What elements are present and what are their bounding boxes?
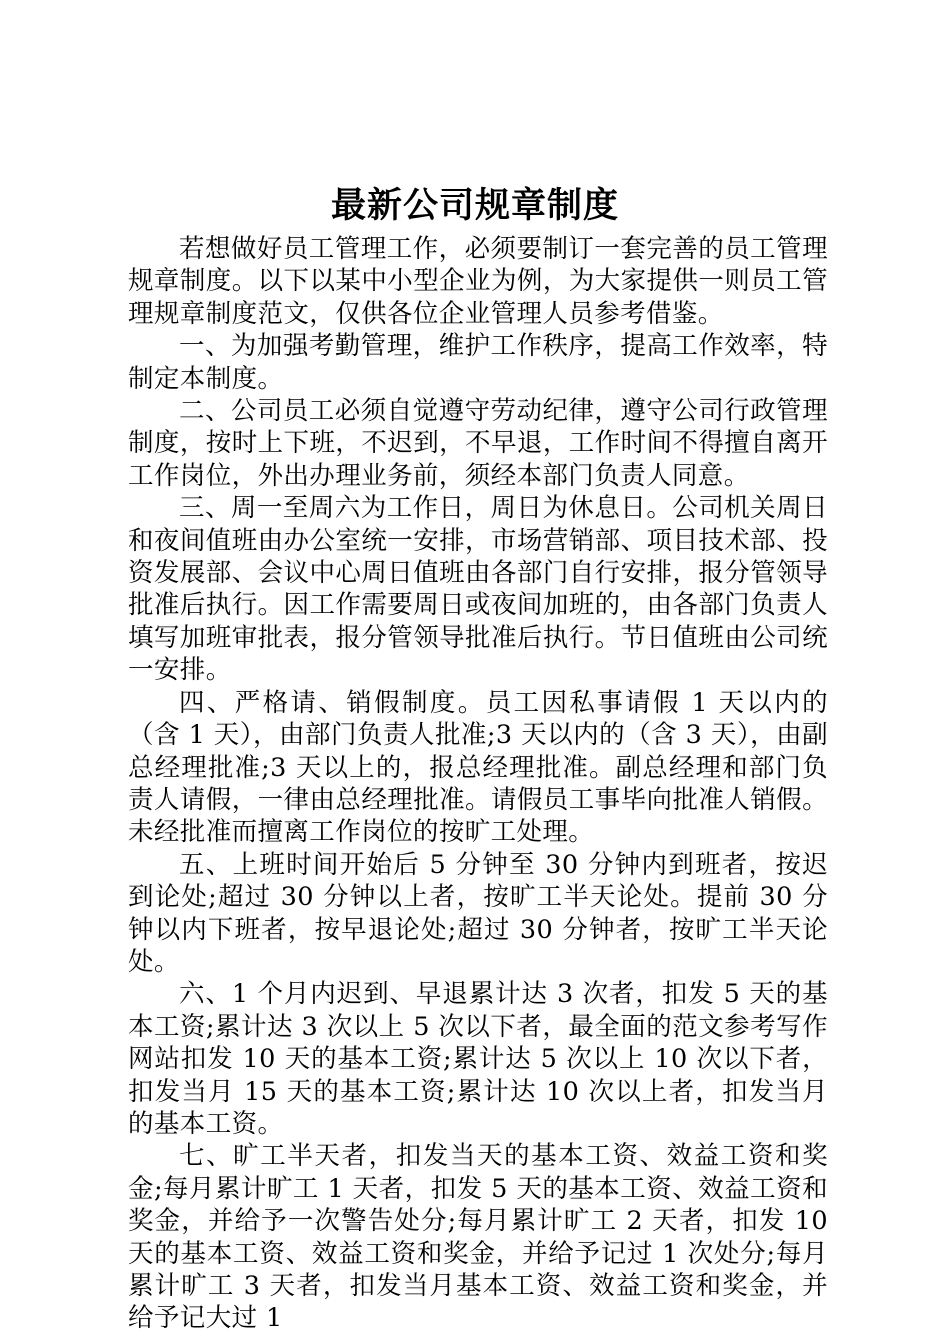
clause-6-paragraph: 六、1 个月内迟到、早退累计达 3 次者，扣发 5 天的基本工资;累计达 3 次以上 5 次以下者，最全面的范文参考写作网站扣发 10 天的基本工资;累计达 5 次以上 10 次以下者，扣发当月 15 天的基本工资;累计达 10 次以上者，扣发当月的基本工资。 [128, 979, 828, 1139]
clause-5-paragraph: 五、上班时间开始后 5 分钟至 30 分钟内到班者，按迟到论处;超过 30 分钟以上者，按旷工半天论处。提前 30 分钟以内下班者，按早退论处;超过 30 分钟者，按旷工半天论处。 [128, 849, 828, 977]
document-body [128, 233, 828, 1335]
clause-1-paragraph: 一、为加强考勤管理，维护工作秩序，提高工作效率，特制定本制度。 [128, 331, 828, 394]
intro-paragraph: 若想做好员工管理工作，必须要制订一套完善的员工管理规章制度。以下以某中小型企业为例，为大家提供一则员工管理规章制度范文，仅供各位企业管理人员参考借鉴。 [128, 234, 828, 329]
clause-3-paragraph: 三、周一至周六为工作日，周日为休息日。公司机关周日和夜间值班由办公室统一安排，市场营销部、项目技术部、投资发展部、会议中心周日值班由各部门自行安排，报分管领导批准后执行。因工作需要周日或夜间加班的，由各部门负责人填写加班审批表，报分管领导批准后执行。节日值班由公司统一安排。 [128, 493, 828, 686]
clause-7-paragraph: 七、旷工半天者，扣发当天的基本工资、效益工资和奖金;每月累计旷工 1 天者，扣发 5 天的基本工资、效益工资和奖金，并给予一次警告处分;每月累计旷工 2 天者，扣发 10 天的基本工资、效益工资和奖金，并给予记过 1 次处分;每月累计旷工 3 天者，扣发当月基本工资、效益工资和奖金，并给予记大过 1 [128, 1141, 828, 1334]
document-title: 最新公司规章制度 [330, 186, 619, 226]
clause-2-paragraph: 二、公司员工必须自觉遵守劳动纪律，遵守公司行政管理制度，按时上下班，不迟到，不早退，工作时间不得擅自离开工作岗位，外出办理业务前，须经本部门负责人同意。 [128, 396, 828, 491]
clause-4-paragraph: 四、严格请、销假制度。员工因私事请假 1 天以内的（含 1 天），由部门负责人批准;3 天以内的（含 3 天），由副总经理批准;3 天以上的，报总经理批准。副总经理和部门负责人请假，一律由总经理批准。请假员工事毕向批准人销假。未经批准而擅离工作岗位的按旷工处理。 [128, 687, 828, 848]
